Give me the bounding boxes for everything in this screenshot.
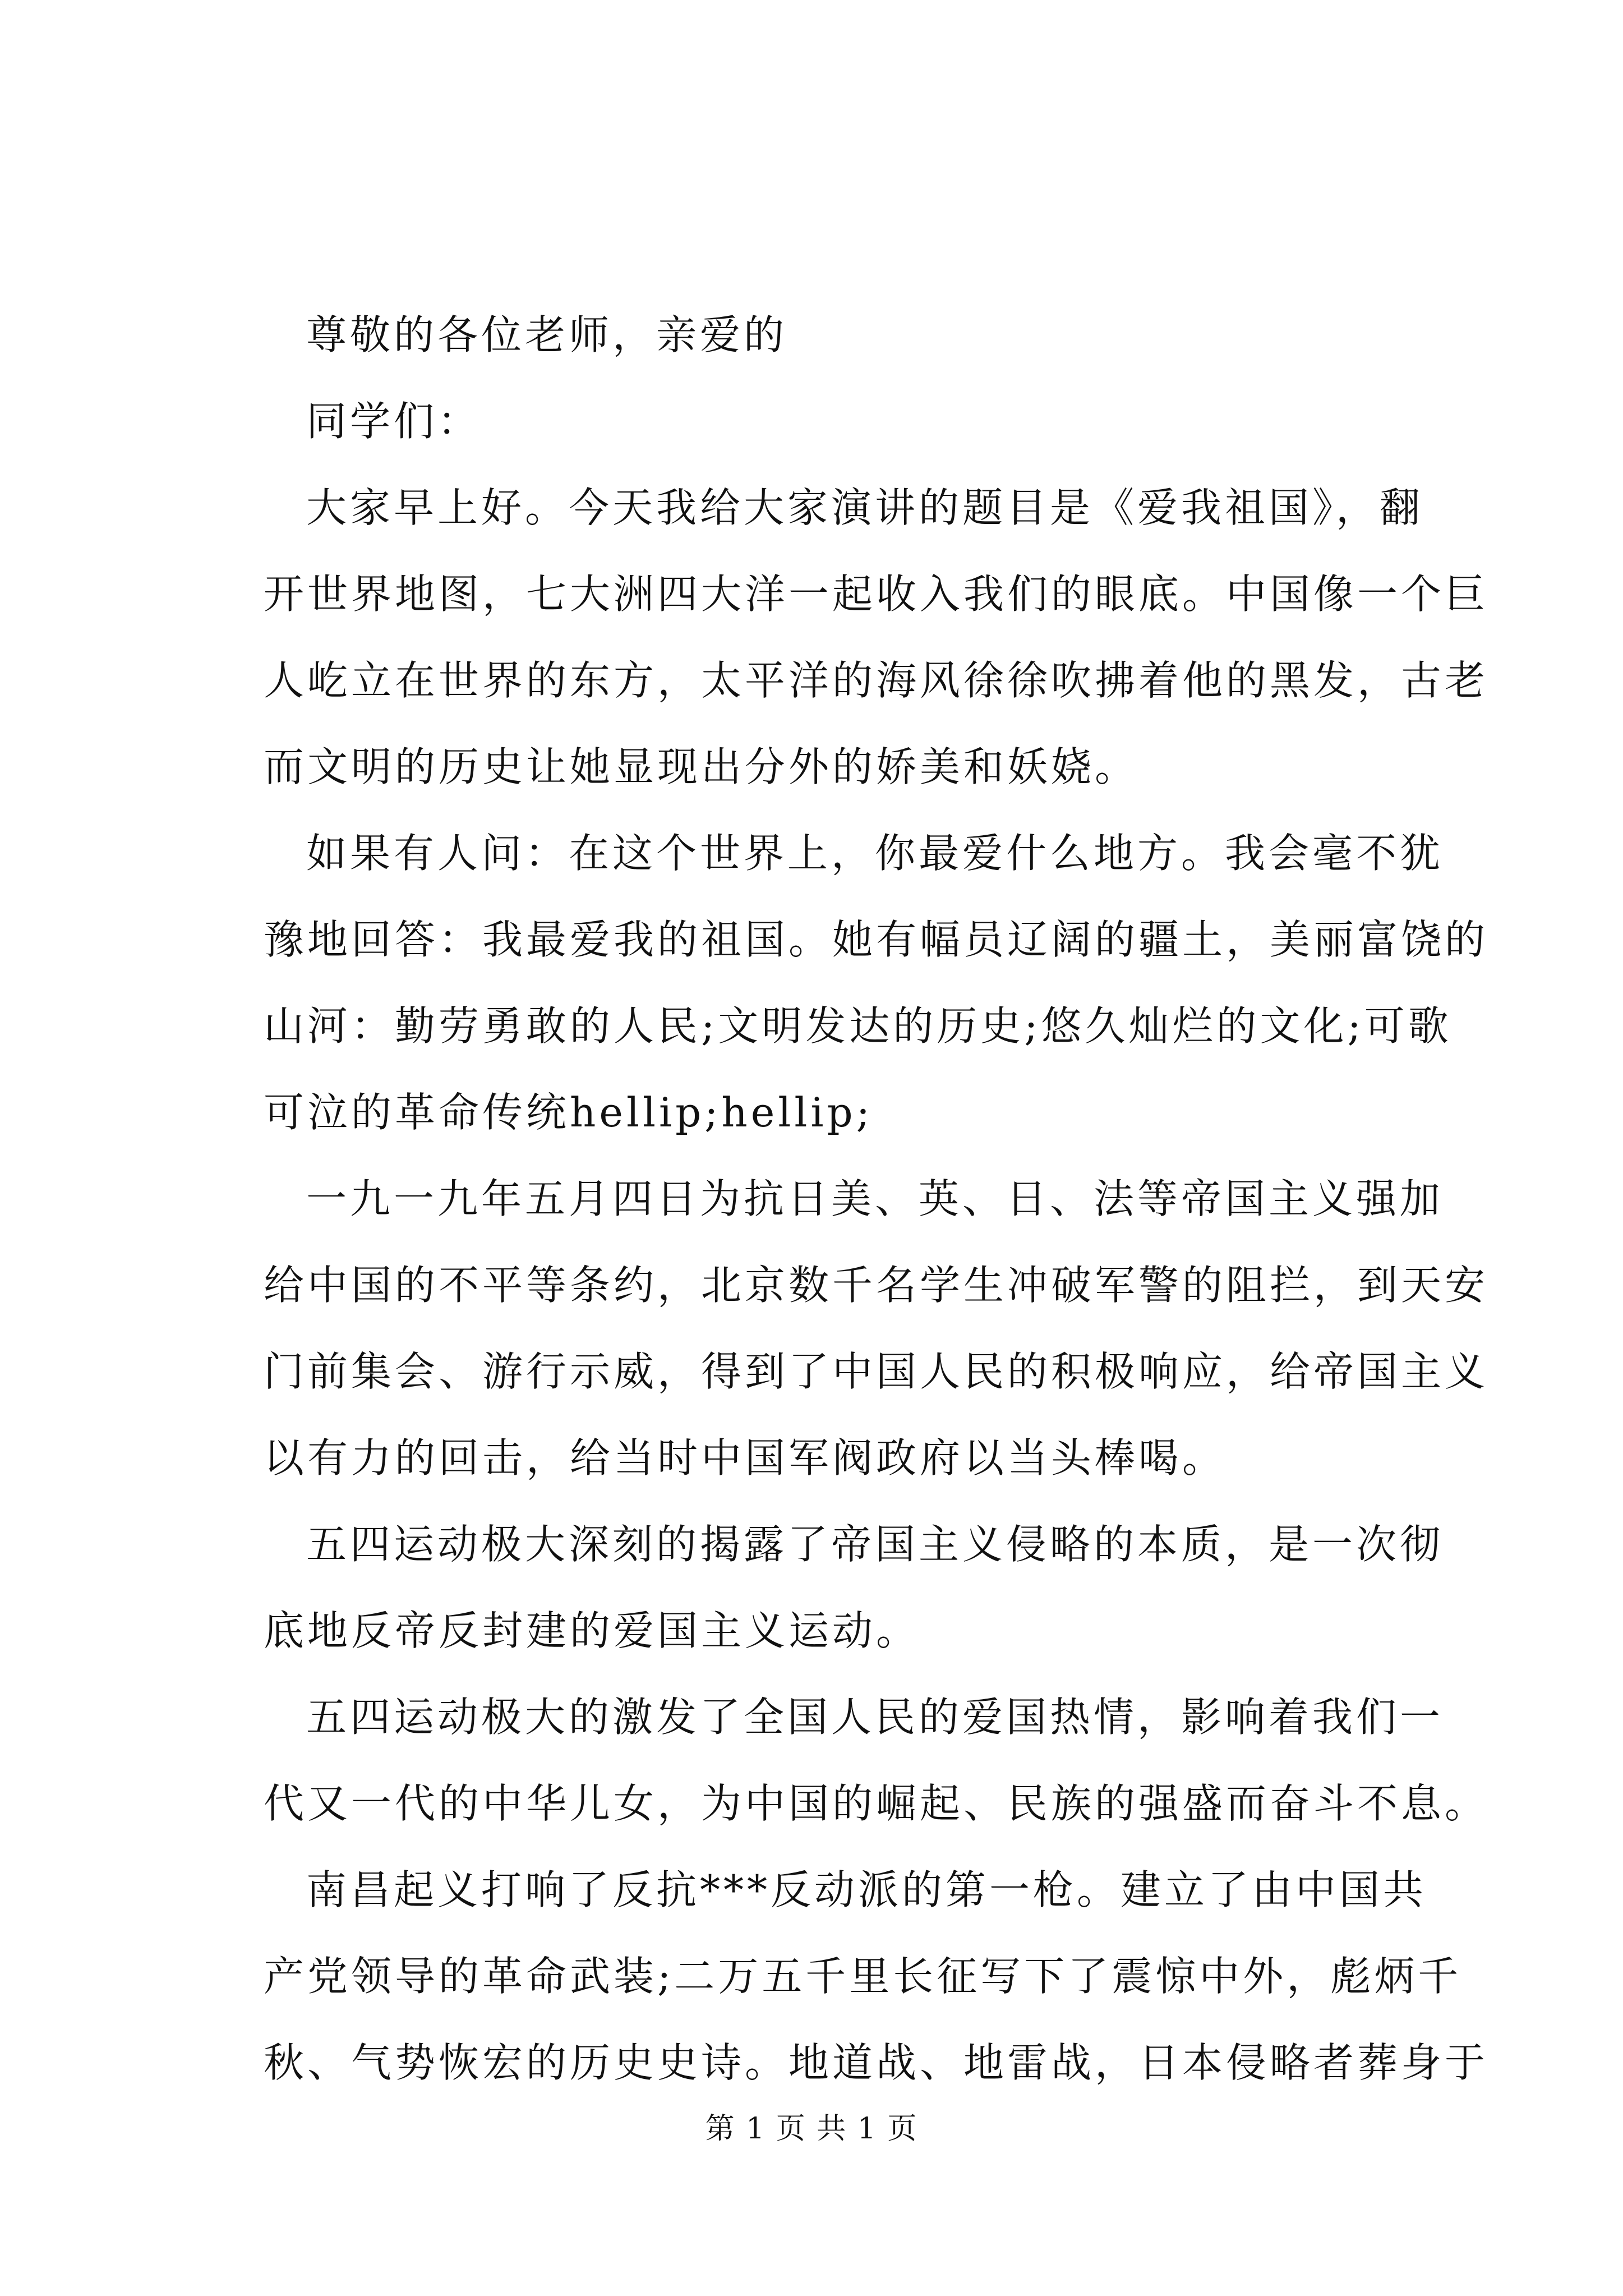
text-line: 豫地回答：我最爱我的祖国。她有幅员辽阔的疆土，美丽富饶的 bbox=[264, 916, 1489, 963]
text-line: 秋、气势恢宏的历史史诗。地道战、地雷战，日本侵略者葬身于 bbox=[264, 2039, 1489, 2086]
text-line: 代又一代的中华儿女，为中国的崛起、民族的强盛而奋斗不息。 bbox=[264, 1780, 1489, 1827]
text-line: 人屹立在世界的东方，太平洋的海风徐徐吹拂着他的黑发，古老 bbox=[264, 657, 1489, 704]
text-line: 大家早上好。今天我给大家演讲的题目是《爱我祖国》，翻 bbox=[306, 484, 1424, 531]
document-body bbox=[264, 292, 1489, 2106]
text-line: 五四运动极大的激发了全国人民的爱国热情，影响着我们一 bbox=[306, 1694, 1444, 1741]
text-line: 底地反帝反封建的爱国主义运动。 bbox=[264, 1607, 920, 1654]
text-line: 南昌起义打响了反抗***反动派的第一枪。建立了由中国共 bbox=[306, 1866, 1427, 1913]
page-number-footer: 第 1 页 共 1 页 bbox=[705, 2112, 918, 2146]
text-line: 尊敬的各位老师，亲爱的 bbox=[306, 311, 788, 358]
text-line: 以有力的回击，给当时中国军阀政府以当头棒喝。 bbox=[264, 1434, 1227, 1481]
text-line: 给中国的不平等条约，北京数千名学生冲破军警的阻拦，到天安 bbox=[264, 1262, 1489, 1309]
text-line: 一九一九年五月四日为抗日美、英、日、法等帝国主义强加 bbox=[306, 1175, 1444, 1222]
text-line: 产党领导的革命武装;二万五千里长征写下了震惊中外，彪炳千 bbox=[264, 1953, 1462, 2000]
text-line: 开世界地图，七大洲四大洋一起收入我们的眼底。中国像一个巨 bbox=[264, 570, 1489, 618]
text-line: 五四运动极大深刻的揭露了帝国主义侵略的本质，是一次彻 bbox=[306, 1521, 1444, 1568]
text-line: 同学们： bbox=[306, 398, 482, 445]
text-line: 而文明的历史让她显现出分外的娇美和妖娆。 bbox=[264, 743, 1139, 790]
text-line: 门前集会、游行示威，得到了中国人民的积极响应，给帝国主义 bbox=[264, 1348, 1489, 1395]
text-line: 山河：勤劳勇敢的人民;文明发达的历史;悠久灿烂的文化;可歌 bbox=[264, 1002, 1452, 1050]
text-line: 如果有人问：在这个世界上，你最爱什么地方。我会毫不犹 bbox=[306, 830, 1444, 877]
text-line: 可泣的革命传统hellip;hellip; bbox=[264, 1089, 873, 1136]
